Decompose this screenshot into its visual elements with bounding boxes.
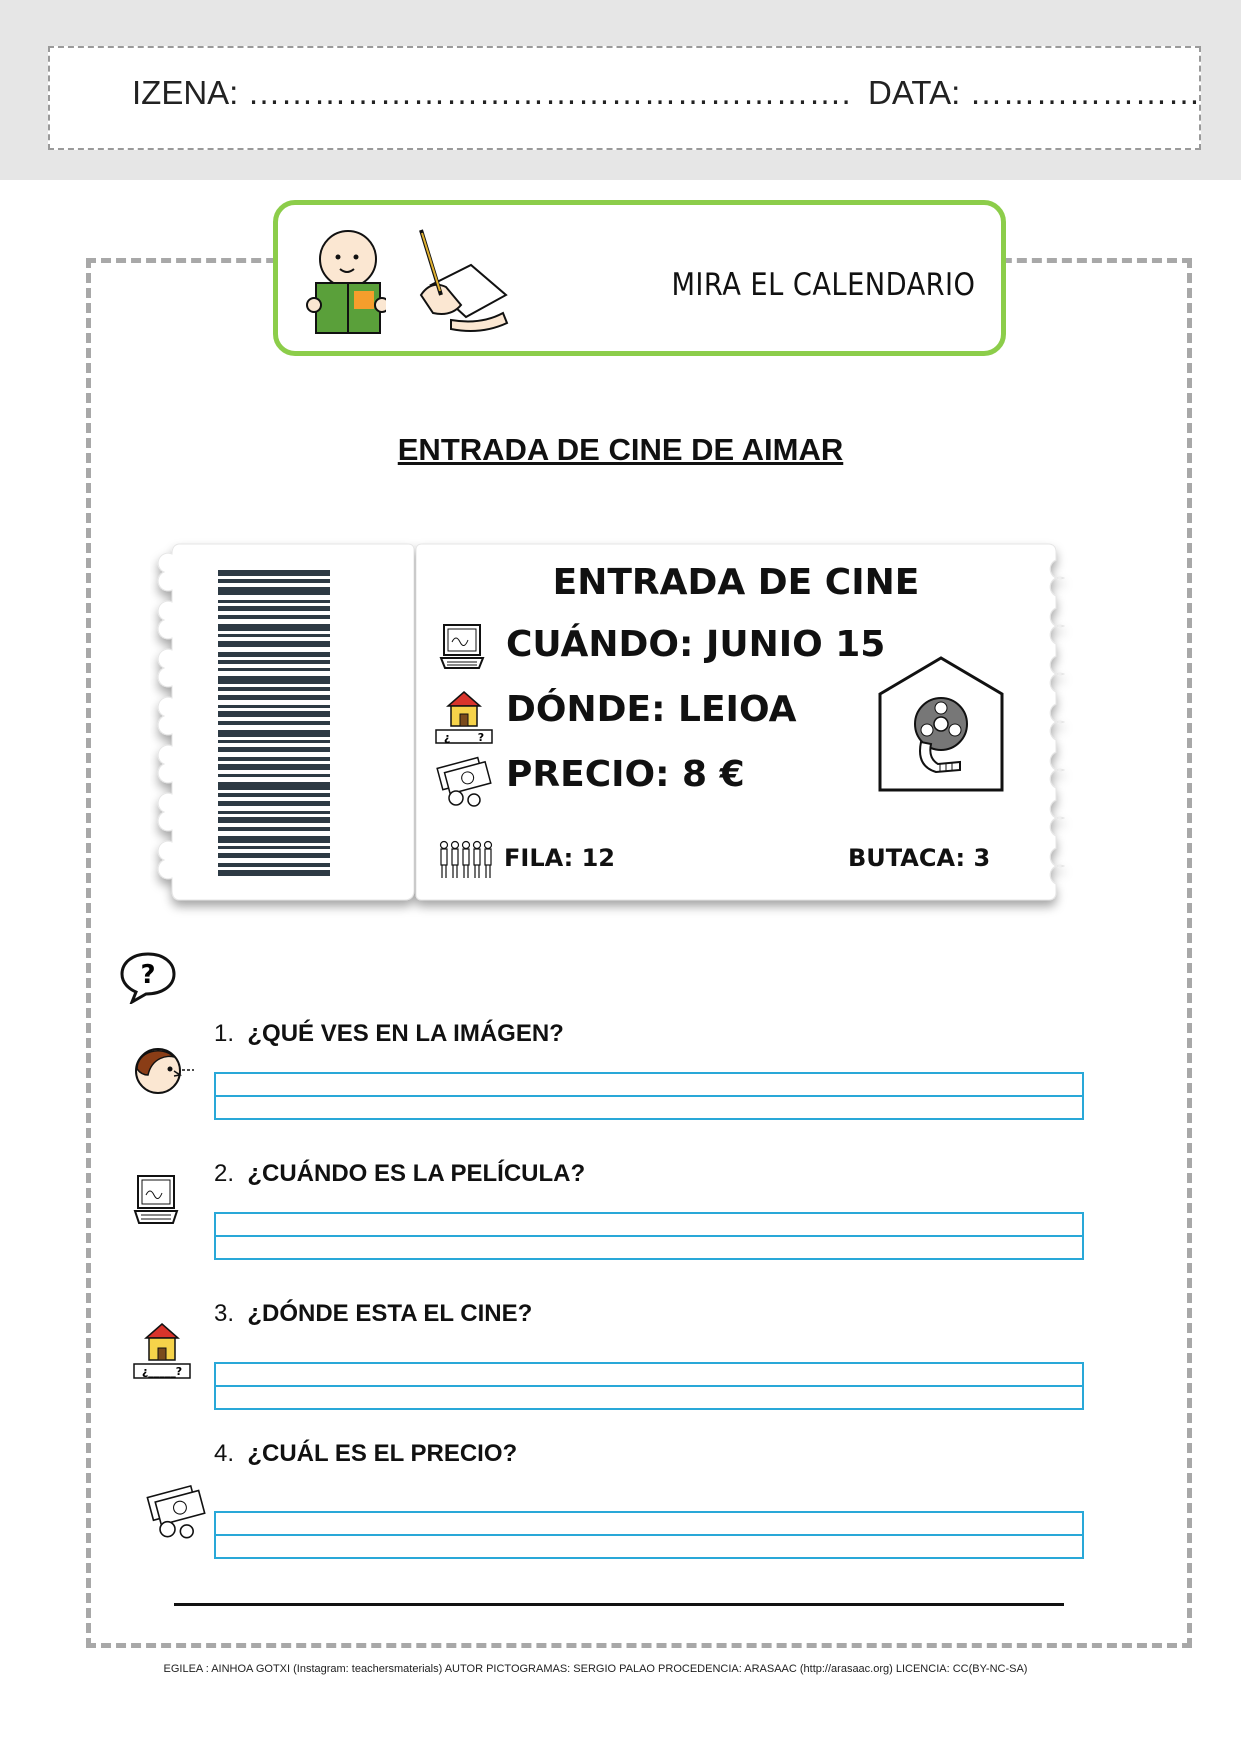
calendar-icon [132, 1173, 180, 1225]
barcode-stripe [218, 615, 330, 619]
row-people-icon [438, 840, 494, 880]
answer-lines-2[interactable] [214, 1212, 1084, 1260]
answer-lines-3[interactable] [214, 1362, 1084, 1410]
barcode-stripe [218, 668, 330, 671]
barcode-stripe [218, 570, 330, 576]
barcode-stripe [218, 634, 330, 637]
barcode-stripe [218, 811, 330, 814]
barcode-stripe [218, 817, 330, 823]
barcode-stripe [218, 846, 330, 849]
ticket-where: DÓNDE: LEIOA [506, 689, 797, 730]
answer-lines-4[interactable] [214, 1511, 1084, 1559]
barcode-stripe [218, 793, 330, 797]
instruction-text: MIRA EL CALENDARIO [670, 267, 975, 303]
ticket-when: CUÁNDO: JUNIO 15 [506, 624, 886, 665]
cinema-reel-icon [876, 654, 1006, 794]
barcode-icon [218, 570, 330, 878]
house-question-icon [434, 690, 494, 744]
house-question-label: ¿_____? [443, 731, 485, 744]
question-bubble-icon [118, 950, 178, 1004]
barcode-stripe [218, 652, 330, 657]
barcode-stripe [218, 764, 330, 770]
calendar-icon [438, 622, 486, 670]
barcode-stripe [218, 801, 330, 806]
svg-text:?: ? [140, 960, 156, 990]
credits-footer: EGILEA : AINHOA GOTXI (Instagram: teachersmaterials) AUTOR PICTOGRAMAS: SERGIO PALAO PROCEDENCIA: ARASAAC (http://arasaac.org) LICENCIA: CC(BY-NC-SA) [163, 1663, 1028, 1675]
barcode-stripe [218, 695, 330, 700]
instruction-box [273, 200, 1006, 356]
money-icon [434, 754, 492, 808]
name-date-box [48, 46, 1201, 150]
writing-hand-icon [411, 225, 511, 335]
barcode-stripe [218, 587, 330, 595]
barcode-stripe [218, 730, 330, 737]
ticket-seat: BUTACA: 3 [848, 844, 991, 872]
barcode-stripe [218, 660, 330, 664]
barcode-stripe [218, 641, 330, 647]
barcode-stripe [218, 747, 330, 752]
barcode-stripe [218, 579, 330, 583]
barcode-stripe [218, 624, 330, 631]
question-3: 3. ¿DÓNDE ESTA EL CINE? [214, 1300, 533, 1327]
barcode-stripe [218, 836, 330, 843]
question-1: 1. ¿QUÉ VES EN LA IMÁGEN? [214, 1020, 564, 1047]
barcode-stripe [218, 711, 330, 717]
looking-face-icon [132, 1045, 196, 1097]
barcode-stripe [218, 827, 330, 831]
answer-lines-1[interactable] [214, 1072, 1084, 1120]
barcode-stripe [218, 774, 330, 777]
ticket-content [416, 544, 1060, 901]
barcode-stripe [218, 782, 330, 790]
barcode-stripe [218, 705, 330, 708]
ticket-price: PRECIO: 8 € [506, 754, 745, 795]
question-4: 4. ¿CUÁL ES EL PRECIO? [214, 1440, 518, 1467]
question-2: 2. ¿CUÁNDO ES LA PELÍCULA? [214, 1160, 586, 1187]
date-field-label[interactable]: DATA: ………………… [868, 74, 1201, 111]
barcode-stripe [218, 721, 330, 725]
barcode-stripe [218, 853, 330, 858]
barcode-stripe [218, 757, 330, 761]
barcode-stripe [218, 740, 330, 743]
house-question-icon [132, 1322, 192, 1380]
ticket-row: FILA: 12 [504, 844, 615, 872]
page-title: ENTRADA DE CINE DE AIMAR [397, 432, 844, 467]
barcode-stripe [218, 606, 330, 611]
barcode-stripe [218, 863, 330, 867]
house-question-label: ¿_____? [141, 1365, 183, 1378]
bottom-rule [174, 1603, 1064, 1606]
reading-child-icon [306, 227, 386, 337]
barcode-stripe [218, 870, 330, 876]
barcode-stripe [218, 687, 330, 691]
barcode-stripe [218, 600, 330, 603]
name-field-label[interactable]: IZENA: ………………………………………………. [132, 74, 851, 111]
ticket-title: ENTRADA DE CINE [552, 562, 920, 603]
barcode-stripe [218, 676, 330, 684]
money-icon [144, 1482, 206, 1540]
